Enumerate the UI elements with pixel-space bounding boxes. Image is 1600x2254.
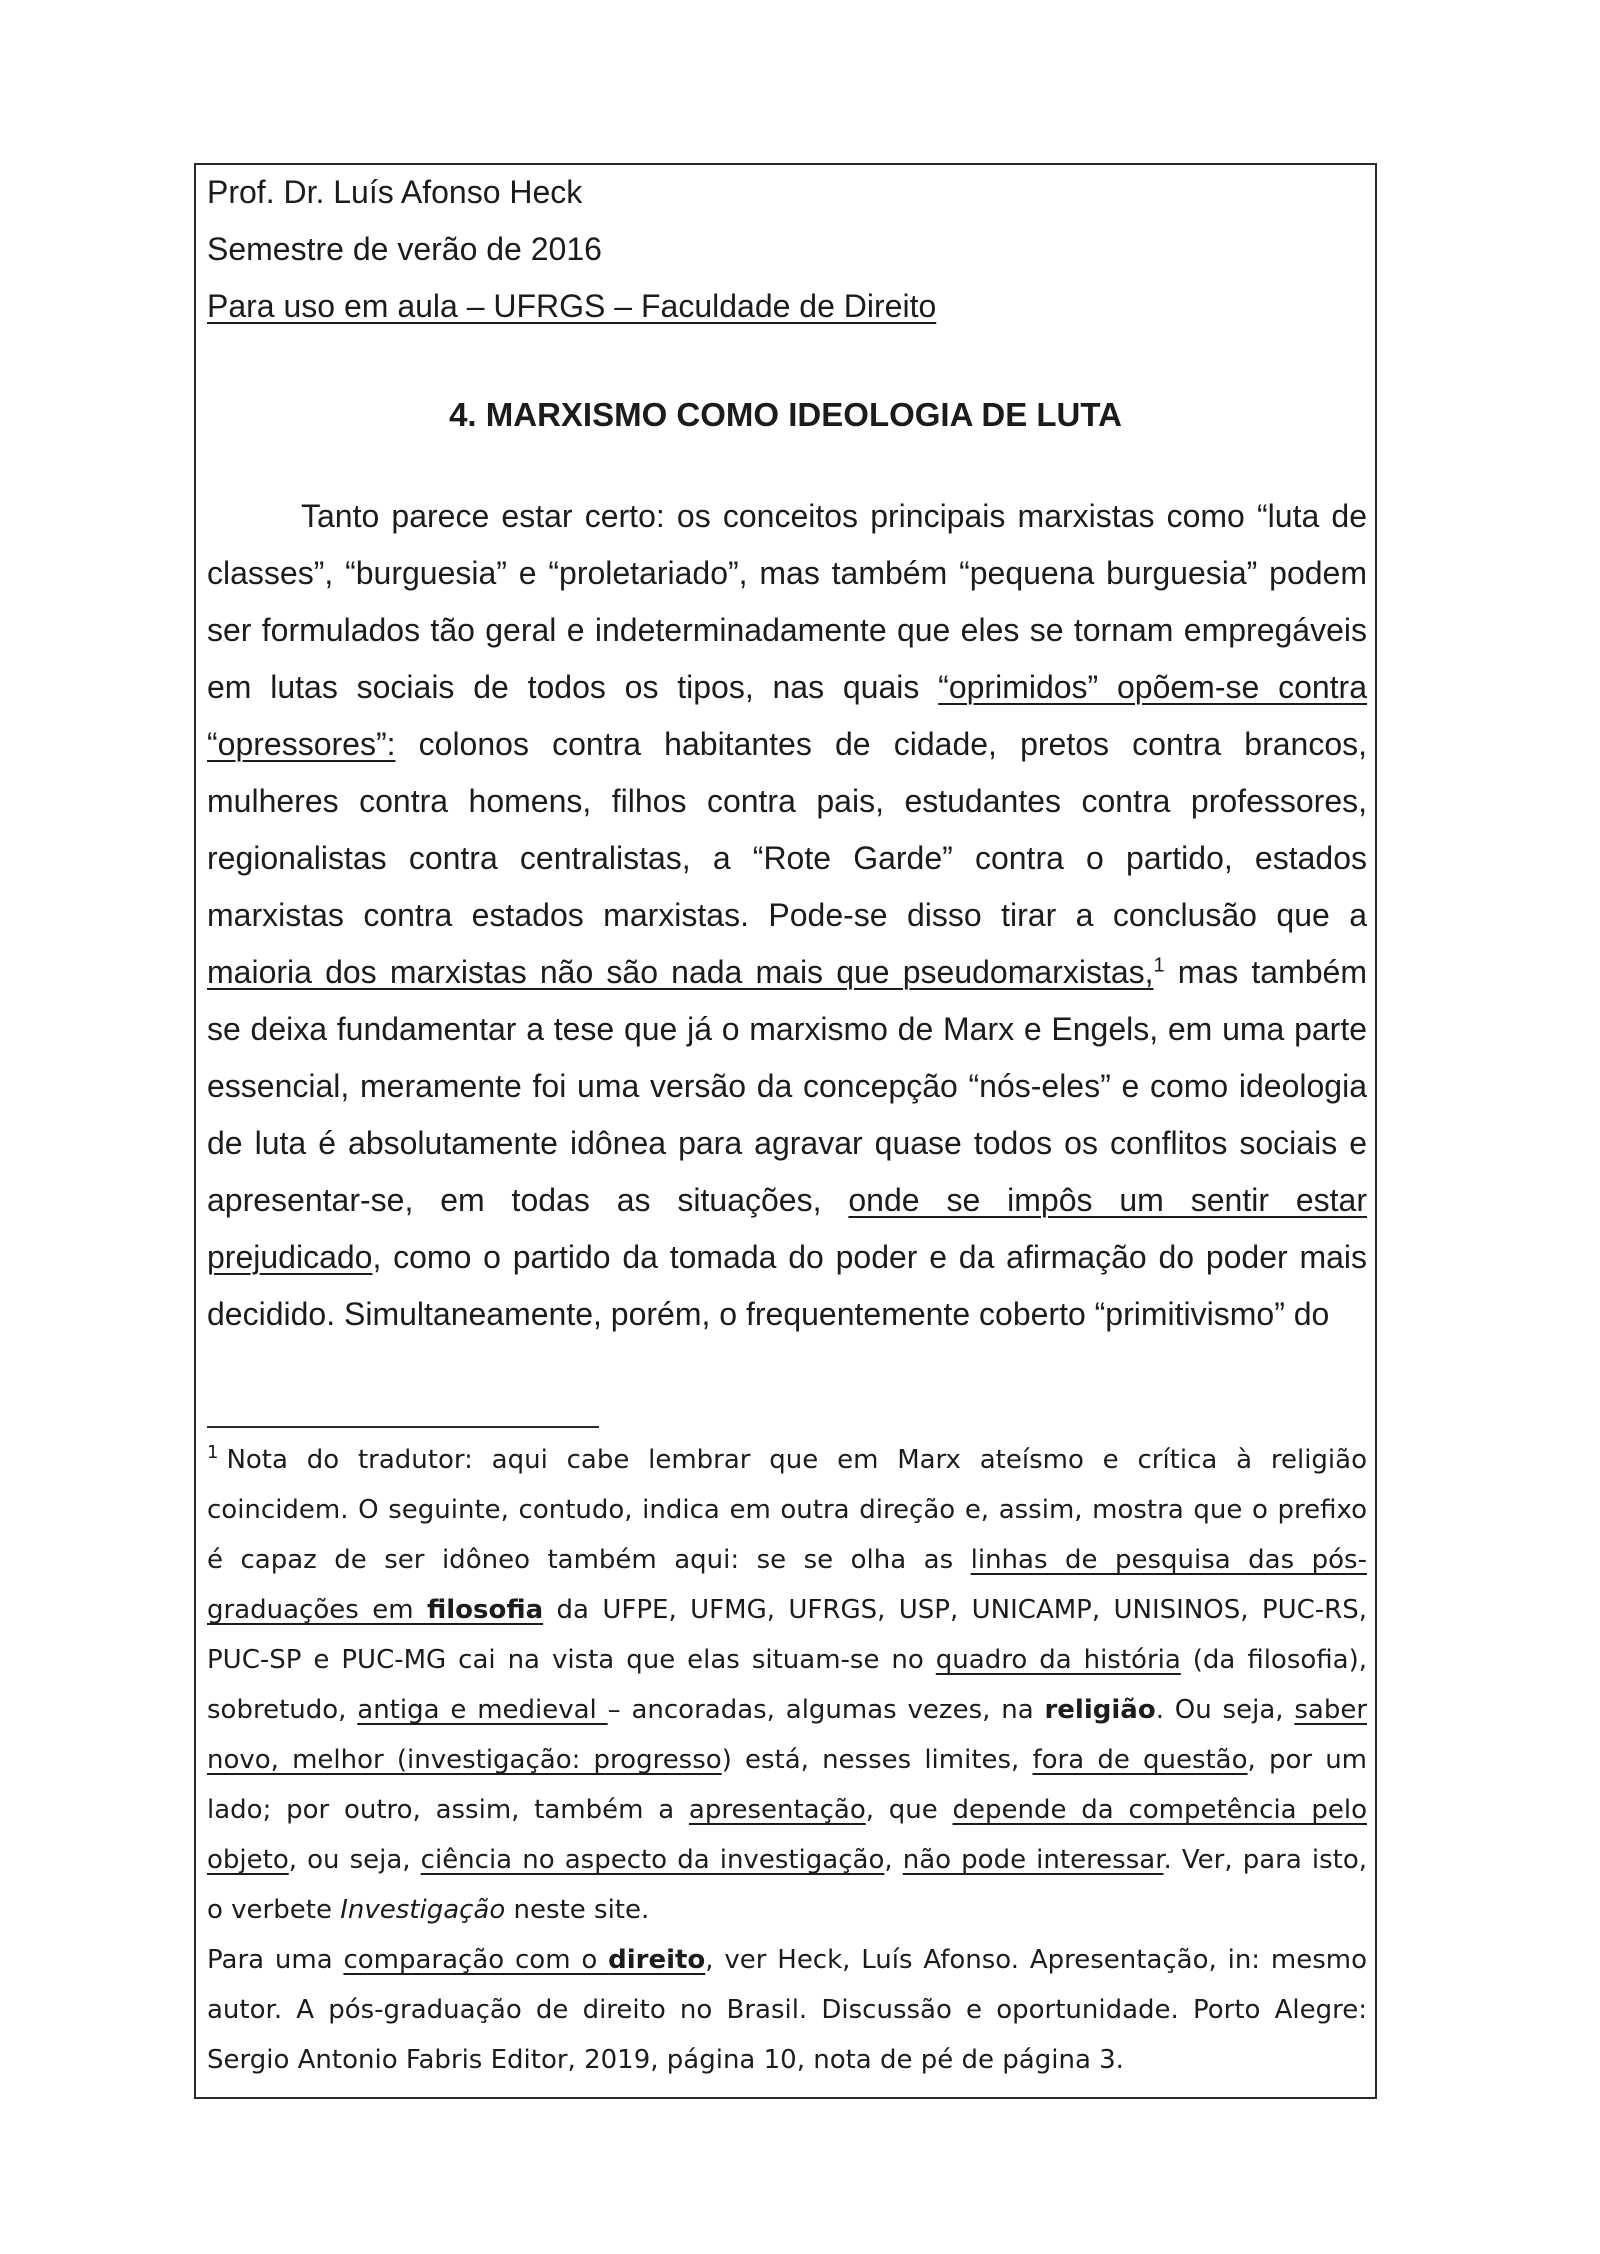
fn-bold: filosofia	[426, 1595, 544, 1625]
fn-underlined: antiga e medieval	[357, 1695, 608, 1725]
fn-text: comparação com o	[343, 1945, 609, 1975]
footnote	[207, 1435, 1367, 2085]
fn-text: linhas de pesquisa das pós-graduações em	[207, 1545, 1367, 1625]
fn-underlined: apresentação	[688, 1795, 866, 1825]
text-run: mas também se deixa fundamentar a tese que já o marxismo de Marx e Engels, em uma parte essencial, meramente foi uma versão da concepção “nós-eles” e como ideologia de luta é absolutamente idônea para agravar quase todos os conflitos sociais e apresentar-se, em todas as situações,	[207, 954, 1368, 1218]
fn-text: , por um lado; por outro, assim, também a	[207, 1745, 1368, 1825]
semester-line: Semestre de verão de 2016	[207, 231, 602, 267]
text-run: Tanto parece estar certo: os conceitos principais marxistas como “luta de classes”, “burguesia” e “proletariado”, mas também “pequena burguesia” podem ser formulados tão geral e indeterminadamente que eles se tornam empregáveis em lutas sociais de todos os tipos, nas quais	[207, 498, 1367, 705]
fn-underlined	[343, 1945, 705, 1975]
fn-text: Para uma	[207, 1945, 344, 1975]
fn-text: ) está, nesses limites,	[721, 1745, 1033, 1775]
course-line: Para uso em aula – UFRGS – Faculdade de Direito	[207, 288, 937, 324]
fn-text: , que	[865, 1795, 953, 1825]
fn-bold: religião	[1044, 1695, 1156, 1725]
fn-text: . Ver, para isto, o verbete	[207, 1845, 1368, 1925]
fn-italic: Investigação	[340, 1895, 506, 1925]
paragraph-text	[207, 488, 1367, 1343]
fn-text: (da filosofia), sobretudo,	[207, 1645, 1367, 1725]
footnote-paragraph	[207, 1435, 1367, 1935]
footnote-paragraph	[207, 1935, 1367, 2085]
fn-underlined: depende da competência pelo objeto	[207, 1795, 1367, 1875]
fn-underlined: quadro da história	[935, 1645, 1181, 1675]
text-run: colonos contra habitantes de cidade, pretos contra brancos, mulheres contra homens, filhos contra pais, estudantes contra professores, regionalistas contra centralistas, a “Rote Garde” contra o partido, estados marxistas contra estados marxistas. Pode-se disso tirar a conclusão que a	[207, 726, 1367, 933]
section-title: 4. MARXISMO COMO IDEOLOGIA DE LUTA	[449, 396, 1122, 433]
fn-text: , ou seja,	[288, 1845, 421, 1875]
main-paragraph	[207, 488, 1367, 1343]
footnote-reference: 1	[1153, 954, 1165, 977]
fn-text: Nota do tradutor: aqui cabe lembrar que em Marx ateísmo e crítica à religião coincidem. O seguinte, contudo, indica em outra direção e, assim, mostra que o prefixo é capaz de ser idôneo também aqui: se se olha as	[207, 1445, 1367, 1575]
underlined-run: onde se impôs um sentir estar prejudicado	[207, 1182, 1367, 1275]
fn-text: , ver Heck, Luís Afonso. Apresentação, in: mesmo autor. A pós-graduação de direito no Brasil. Discussão e oportunidade. Porto Alegre: Sergio Antonio Fabris Editor, 2019, página 10, nota de pé de página 3.	[207, 1945, 1367, 2075]
fn-underlined: saber novo, melhor (investigação: progresso	[207, 1695, 1368, 1775]
fn-text: neste site.	[505, 1895, 650, 1925]
underlined-run: “oprimidos” opõem-se contra “opressores”:	[207, 669, 1368, 762]
underlined-run: maioria dos marxistas não são nada mais que pseudomarxistas,	[207, 954, 1154, 990]
fn-underlined: ciência no aspecto da investigação	[420, 1845, 885, 1875]
footnote-number: 1	[207, 1442, 219, 1464]
fn-bold: direito	[608, 1945, 706, 1975]
document-header	[207, 164, 936, 335]
fn-text: da UFPE, UFMG, UFRGS, USP, UNICAMP, UNISINOS, PUC-RS, PUC-SP e PUC-MG cai na vista que elas situam-se no	[207, 1595, 1368, 1675]
fn-underlined: fora de questão	[1032, 1745, 1248, 1775]
fn-text: . Ou seja,	[1155, 1695, 1295, 1725]
author-line: Prof. Dr. Luís Afonso Heck	[207, 174, 583, 210]
fn-text: – ancoradas, algumas vezes, na	[607, 1695, 1045, 1725]
footnote-separator	[207, 1426, 599, 1428]
fn-text: ,	[884, 1845, 903, 1875]
fn-underlined: não pode interessar	[902, 1845, 1164, 1875]
text-run: , como o partido da tomada do poder e da afirmação do poder mais decidido. Simultaneamente, porém, o frequentemente coberto “primitivismo” do	[207, 1239, 1367, 1332]
